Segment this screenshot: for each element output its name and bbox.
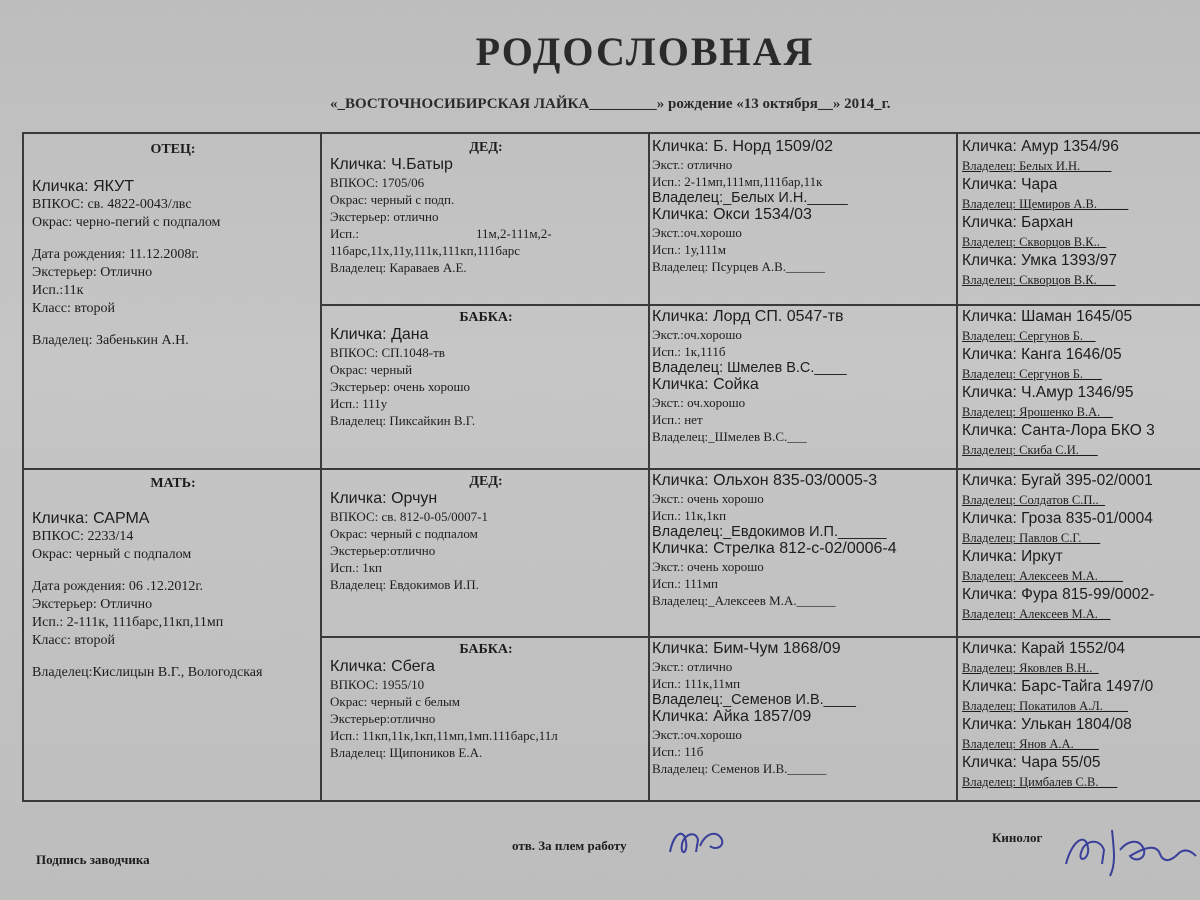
mother-exterior: Экстерьер: Отлично: [32, 597, 153, 612]
ancestor-nick: Кличка: Лорд СП. 0547-тв: [652, 308, 844, 325]
ancestor-owner: Владелец: Ярошенко В.А.__: [962, 405, 1113, 419]
ancestor-owner: Владелец: Щемиров А.В._____: [962, 197, 1129, 211]
grandmother-tests: Исп.: 111у: [330, 396, 388, 411]
ancestor-nick: Кличка: Стрелка 812-с-02/0006-4: [652, 540, 897, 557]
ancestor-owner: Владелец: Сергунов Б.__: [962, 329, 1096, 343]
pedigree-table: [22, 132, 1200, 802]
grandfather-tests: Исп.: 1кп: [330, 560, 382, 575]
ancestor-owner: Владелец: Сергунов Б.___: [962, 367, 1102, 381]
ancestor-owner: Владелец: Белых И.Н._____: [962, 159, 1112, 173]
ancestor-tests: Исп.: 11б: [652, 744, 704, 759]
ancestor-owner: Владелец:_Семенов И.В.____: [652, 692, 856, 708]
ancestor-nick: Кличка: Чара: [962, 176, 1058, 193]
mother-dob: Дата рождения: 06 .12.2012г.: [32, 579, 204, 594]
ancestor-nick: Кличка: Б. Норд 1509/02: [652, 138, 834, 155]
maternal-grandfather-cell: [330, 474, 642, 634]
grandmother-tests: Исп.: 11кп,11к,1кп,11мп,1мп.111барс,11л: [330, 728, 558, 743]
grandmother-owner: Владелец: Щипоников Е.А.: [330, 745, 483, 760]
grandmother-color: Окрас: черный: [330, 362, 413, 377]
maternal-grandmother-cell: [330, 642, 642, 800]
ancestor-owner: Владелец: Яковлев В.Н.._: [962, 661, 1099, 675]
grandmother-owner: Владелец: Пиксайкин В.Г.: [330, 413, 476, 428]
ancestor-owner: Владелец: Янов А.А.____: [962, 737, 1099, 751]
father-cell: [32, 142, 314, 462]
grandfather-color: Окрас: черный с подпалом: [330, 526, 478, 541]
ancestor-exterior: Экст.: очень хорошо: [652, 491, 764, 506]
father-owner: Владелец: Забенькин А.Н.: [32, 333, 189, 348]
ancestor-owner: Владелец: Псурцев А.В.______: [652, 259, 826, 274]
ancestor-exterior: Экст.: отлично: [652, 659, 733, 674]
ancestor-tests: Исп.: 1к,111б: [652, 344, 726, 359]
ancestor-owner: Владелец:_Шмелев В.С.___: [652, 429, 807, 444]
mother-color: Окрас: черный с подпалом: [32, 547, 192, 562]
mother-nick: Кличка: САРМА: [32, 510, 150, 527]
ancestor-tests: Исп.: 111к,11мп: [652, 676, 741, 691]
grandfather-nick: Кличка: Ч.Батыр: [330, 156, 453, 173]
grandfather-exterior: Экстерьер: отлично: [330, 209, 439, 224]
ancestor-exterior: Экст.: отлично: [652, 157, 733, 172]
grandfather-color: Окрас: черный с подп.: [330, 192, 455, 207]
ancestor-owner: Владелец: Павлов С.Г.___: [962, 531, 1101, 545]
gen4-group: [962, 470, 1200, 636]
ancestor-nick: Кличка: Ольхон 835-03/0005-3: [652, 472, 878, 489]
great-grandparents-pair: [652, 138, 952, 304]
ancestor-exterior: Экст.: оч.хорошо: [652, 395, 746, 410]
father-nick: Кличка: ЯКУТ: [32, 178, 135, 195]
grandmother-exterior: Экстерьер:отлично: [330, 711, 436, 726]
mother-cell: [32, 476, 314, 796]
ancestor-nick: Кличка: Умка 1393/97: [962, 252, 1118, 269]
mother-class: Класс: второй: [32, 633, 116, 648]
breed-birth-line: «_ВОСТОЧНОСИБИРСКАЯ ЛАЙКА_________» рождение «13 октября__» 2014_г.: [330, 96, 891, 112]
ancestor-tests: Исп.: 11к,1кп: [652, 508, 727, 523]
ancestor-nick: Кличка: Бархан: [962, 214, 1074, 231]
ancestor-nick: Кличка: Канга 1646/05: [962, 346, 1122, 363]
grandfather-heading: ДЕД:: [469, 474, 503, 489]
great-grandparents-pair: [652, 472, 952, 636]
ancestor-nick: Кличка: Гроза 835-01/0004: [962, 510, 1153, 527]
ancestor-tests: Исп.: нет: [652, 412, 703, 427]
grandmother-vpkos: ВПКОС: СП.1048-тв: [330, 345, 445, 360]
ancestor-owner: Владелец: Цимбалев С.В.___: [962, 775, 1118, 789]
tribe-work-label: отв. За плем работу: [512, 838, 627, 853]
ancestor-owner: Владелец: Солдатов С.П.._: [962, 493, 1105, 507]
gen4-group: [962, 136, 1200, 304]
grandfather-owner: Владелец: Евдокимов И.П.: [330, 577, 479, 592]
grandmother-color: Окрас: черный с белым: [330, 694, 460, 709]
grandmother-exterior: Экстерьер: очень хорошо: [330, 379, 470, 394]
grandfather-exterior: Экстерьер:отлично: [330, 543, 436, 558]
father-heading: ОТЕЦ:: [150, 142, 196, 157]
ancestor-owner: Владелец: Скворцов В.К.___: [962, 273, 1116, 287]
grandfather-tests: Исп.: 11м,2-111м,2-11барс,11х,11у,111к,111кп,111барс: [330, 226, 552, 258]
great-grandparents-pair: [652, 640, 952, 802]
father-tests: Исп.:11к: [32, 283, 84, 298]
grandmother-heading: БАБКА:: [459, 642, 513, 657]
grandfather-nick: Кличка: Орчун: [330, 490, 438, 507]
mother-tests: Исп.: 2-111к, 111барс,11кп,11мп: [32, 615, 224, 630]
ancestor-nick: Кличка: Окси 1534/03: [652, 206, 812, 223]
gen4-group: [962, 306, 1200, 468]
ancestor-tests: Исп.: 2-11мп,111мп,111бар,11к: [652, 174, 823, 189]
page-title: РОДОСЛОВНАЯ: [475, 29, 815, 74]
ancestor-nick: Кличка: Сойка: [652, 376, 759, 393]
grandfather-owner: Владелец: Караваев А.Е.: [330, 260, 467, 275]
grandmother-nick: Кличка: Сбега: [330, 658, 435, 675]
ancestor-owner: Владелец:_Алексеев М.А.______: [652, 593, 836, 608]
paternal-grandmother-cell: [330, 310, 642, 466]
breeder-signature-label: Подпись заводчика: [36, 852, 150, 867]
ancestor-nick: Кличка: Карай 1552/04: [962, 640, 1126, 657]
ancestor-nick: Кличка: Шаман 1645/05: [962, 308, 1133, 325]
father-exterior: Экстерьер: Отлично: [32, 265, 153, 280]
grandmother-vpkos: ВПКОС: 1955/10: [330, 677, 425, 692]
ancestor-owner: Владелец: Алексеев М.А.____: [962, 569, 1123, 583]
ancestor-owner: Владелец: Покатилов А.Л.____: [962, 699, 1128, 713]
father-vpkos: ВПКОС: св. 4822-0043/лвс: [32, 197, 192, 212]
ancestor-nick: Кличка: Бим-Чум 1868/09: [652, 640, 841, 657]
grandfather-heading: ДЕД:: [469, 140, 503, 155]
grandmother-heading: БАБКА:: [459, 310, 513, 325]
ancestor-nick: Кличка: Бугай 395-02/0001: [962, 472, 1153, 489]
ancestor-exterior: Экст.:оч.хорошо: [652, 327, 742, 342]
ancestor-owner: Владелец: Алексеев М.А.__: [962, 607, 1111, 621]
ancestor-exterior: Экст.:оч.хорошо: [652, 225, 742, 240]
ancestor-nick: Кличка: Айка 1857/09: [652, 708, 812, 725]
ancestor-owner: Владелец: Скворцов В.К.._: [962, 235, 1107, 249]
ancestor-owner: Владелец:_Белых И.Н._____: [652, 190, 848, 206]
ancestor-exterior: Экст.: очень хорошо: [652, 559, 764, 574]
ancestor-owner: Владелец: Шмелев В.С.____: [652, 360, 847, 376]
great-grandparents-pair: [652, 308, 952, 468]
father-dob: Дата рождения: 11.12.2008г.: [32, 247, 200, 262]
paternal-grandfather-cell: [330, 140, 642, 302]
cynologist-signature: [1060, 820, 1200, 880]
ancestor-owner: Владелец:_Евдокимов И.П.______: [652, 524, 887, 540]
mother-heading: МАТЬ:: [150, 476, 196, 491]
ancestor-nick: Кличка: Амур 1354/96: [962, 138, 1119, 155]
mother-owner: Владелец:Кислицын В.Г., Вологодская: [32, 665, 263, 680]
ancestor-tests: Исп.: 1у,111м: [652, 242, 726, 257]
grandmother-nick: Кличка: Дана: [330, 326, 429, 343]
ancestor-owner: Владелец: Скиба С.И.___: [962, 443, 1098, 457]
father-class: Класс: второй: [32, 301, 116, 316]
grandfather-vpkos: ВПКОС: св. 812-0-05/0007-1: [330, 509, 488, 524]
grandfather-vpkos: ВПКОС: 1705/06: [330, 175, 425, 190]
ancestor-tests: Исп.: 111мп: [652, 576, 718, 591]
ancestor-nick: Кличка: Ч.Амур 1346/95: [962, 384, 1134, 401]
ancestor-owner: Владелец: Семенов И.В.______: [652, 761, 827, 776]
ancestor-nick: Кличка: Иркут: [962, 548, 1063, 565]
ancestor-nick: Кличка: Чара 55/05: [962, 754, 1101, 771]
ancestor-nick: Кличка: Фура 815-99/0002-: [962, 586, 1155, 603]
ancestor-nick: Кличка: Санта-Лора БКО 3: [962, 422, 1155, 439]
ancestor-nick: Кличка: Улькан 1804/08: [962, 716, 1132, 733]
ancestor-exterior: Экст.:оч.хорошо: [652, 727, 742, 742]
mother-vpkos: ВПКОС: 2233/14: [32, 529, 134, 544]
tribe-work-signature: [662, 822, 732, 862]
father-color: Окрас: черно-пегий с подпалом: [32, 215, 221, 230]
cynologist-label: Кинолог: [992, 830, 1043, 845]
gen4-group: [962, 638, 1200, 802]
ancestor-nick: Кличка: Барс-Тайга 1497/0: [962, 678, 1154, 695]
